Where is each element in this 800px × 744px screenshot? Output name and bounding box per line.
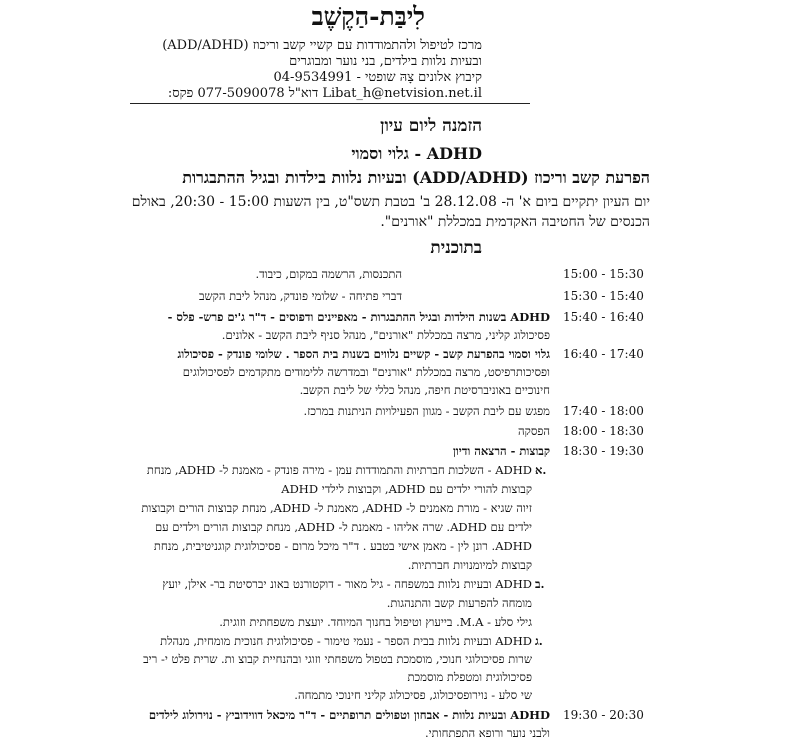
- schedule-item-5-text: מפגש עם ליבת הקשב - מגוון הפעילויות הניתנות במרכז.: [303, 404, 550, 418]
- schedule-item-3-time: 15:40 - 16:40: [563, 310, 644, 324]
- invite-topic: הפרעת קשב וריכוז (ADD/ADHD) ובעיות נלוות בילדות ובגיל ההתבגרות: [182, 168, 650, 187]
- schedule-item-1-text: התכנסות, הרשמה במקום, כיבוד.: [255, 267, 402, 281]
- schedule-item-7-time: 18:30 - 19:30: [563, 444, 644, 458]
- group-c-line-1: ADHD ובעיות נלוות בבית הספר - נעמי טימור - פסיכולוגית חנוכית מומחית, מנהלת: [160, 634, 532, 648]
- group-a-line-3: זיוה שגיא - מורת מאמנים ל- ADHD, מאמנת ל- ADHD, מנחת קבוצות הורים וקבוצות: [141, 501, 532, 515]
- schedule-item-3-text-2: פסיכולוג קליני, מרצה במכללת "אורנים", מנהל סניף ליבת הקשב - אלונים.: [221, 328, 550, 342]
- invite-subtitle: ADHD - גלוי וסמוי: [351, 144, 482, 163]
- schedule-item-5-time: 17:40 - 18:00: [563, 404, 644, 418]
- schedule-item-3-text-1: ADHD בשנות הילדות ובגיל ההתבגרות - מאפיינים ודפוסים - ד"ר ג'ים פרש- פלס -: [167, 310, 550, 324]
- schedule-item-4-text-2: ופסיכותרפיסט, מרצה במכללת "אורנים" ובמדרשה ללימודים מתקדמים לפסיכולוגים: [182, 365, 550, 379]
- group-a-line-1: ADHD - השלכות חברתיות והתמודדות עמן - מירה פונדק - מאמנת ל- ADHD, מנחת: [146, 463, 532, 477]
- schedule-last-text-1: ADHD ובעיות נלוות - אבחון וטפולים תרופתיים - ד"ר מיכאל דווידוביץ - נוירולוג לילדים: [148, 708, 550, 722]
- org-line-2: ובעיות נלוות בילדים, בני נוער ומבוגרים: [289, 54, 482, 69]
- invite-title: הזמנה ליום עיון: [380, 116, 482, 136]
- org-name: לִיבַּת-הַקֶשֶׁב: [311, 2, 425, 31]
- program-title: בתוכנית: [430, 238, 482, 258]
- org-line-3: קיבוץ אלונים צָהּ שופטי - 04-9534991: [273, 70, 482, 85]
- org-line-4: Libat_h@netvision.net.il דוא"ל 077-5090078 פקס:: [167, 86, 482, 101]
- group-a-line-5: ADHD. רונן לין - מאמן אישי בטבע . ד"ר מיכל מרום - פסיכולוגית קוגניטיבית, מנחת: [153, 539, 532, 553]
- group-b-line-1: ADHD ובעיות נלוות במשפחה - גיל מאור - דוקטורנט באונ יברסיטת בר- אילן, יועץ: [162, 577, 532, 591]
- schedule-item-4-text-3: חינוכיים באוניברסיטת חיפה, מנהל כללי של ליבת הקשב.: [299, 383, 550, 397]
- group-b-line-2: מומחה להפרעות קשב והתנהגות.: [386, 596, 532, 610]
- group-c-line-4: שי סלע - נוירופסיכולוג, פסיכולוג קליני חינוכי מתמחה.: [294, 688, 532, 702]
- schedule-last-text-2: ולבני נוער ורופא התפתחותי.: [425, 726, 550, 740]
- schedule-item-2-text: דברי פתיחה - שלומי פונדק, מנהל ליבת הקשב: [199, 289, 402, 303]
- schedule-item-7-text: קבוצות - הרצאה ודיון: [452, 444, 550, 458]
- group-c-label: ג.: [535, 634, 543, 648]
- schedule-last-time: 19:30 - 20:30: [563, 708, 644, 722]
- group-c-line-2: שרות פסיכולוגי חנוכי, מוסמכת בטפול משפחתי וזוגי ובהנחיית קבוצ ות. שרית פלט י- ריב: [143, 652, 532, 666]
- group-a-line-6: קבוצות למיומנויות חברתיות.: [407, 558, 532, 572]
- group-a-label: א.: [535, 463, 547, 477]
- invite-date-line-1: יום העיון יתקיים ביום א' ה- 28.12.08 ב' בטבת תשס"ט, בין השעות 15:00 - 20:30, באולם: [131, 194, 650, 210]
- group-a-line-4: ילדים עם ADHD. שרה אליהו - מאמנת ל- ADHD, מנחת קבוצות הורים וילדים עם: [154, 520, 532, 534]
- org-line-1: מרכז לטיפול ולהתמודדות עם קשיי קשב וריכוז (ADD/ADHD): [162, 38, 482, 53]
- group-c-line-3: פסיכולוגית ומטפלת מוסמכת: [407, 670, 532, 684]
- group-b-label: ב.: [535, 577, 545, 591]
- schedule-item-4-time: 16:40 - 17:40: [563, 347, 644, 361]
- group-b-line-3: גילי סלע - M.A. בייעוץ וטיפול בחנוך המיוחד. יועצת משפחתית וזוגית.: [219, 615, 532, 629]
- schedule-item-4-text-1: גלוי וסמוי בהפרעת קשב - קשיים נלווים בשנות בית הספר . שלומי פונדק - פסיכולוג: [177, 347, 550, 361]
- schedule-item-2-time: 15:30 - 15:40: [563, 289, 644, 303]
- schedule-item-1-time: 15:00 - 15:30: [563, 267, 644, 281]
- schedule-item-6-text: הפסקה: [518, 424, 550, 438]
- invite-date-line-2: הכנסים של החטיבה האקדמית במכללת "אורנים".: [380, 214, 650, 230]
- group-a-line-2: קבוצות להורי ילדים עם ADHD, וקבוצות לילדי ADHD: [281, 482, 532, 496]
- header-divider: [130, 103, 530, 104]
- schedule-item-6-time: 18:00 - 18:30: [563, 424, 644, 438]
